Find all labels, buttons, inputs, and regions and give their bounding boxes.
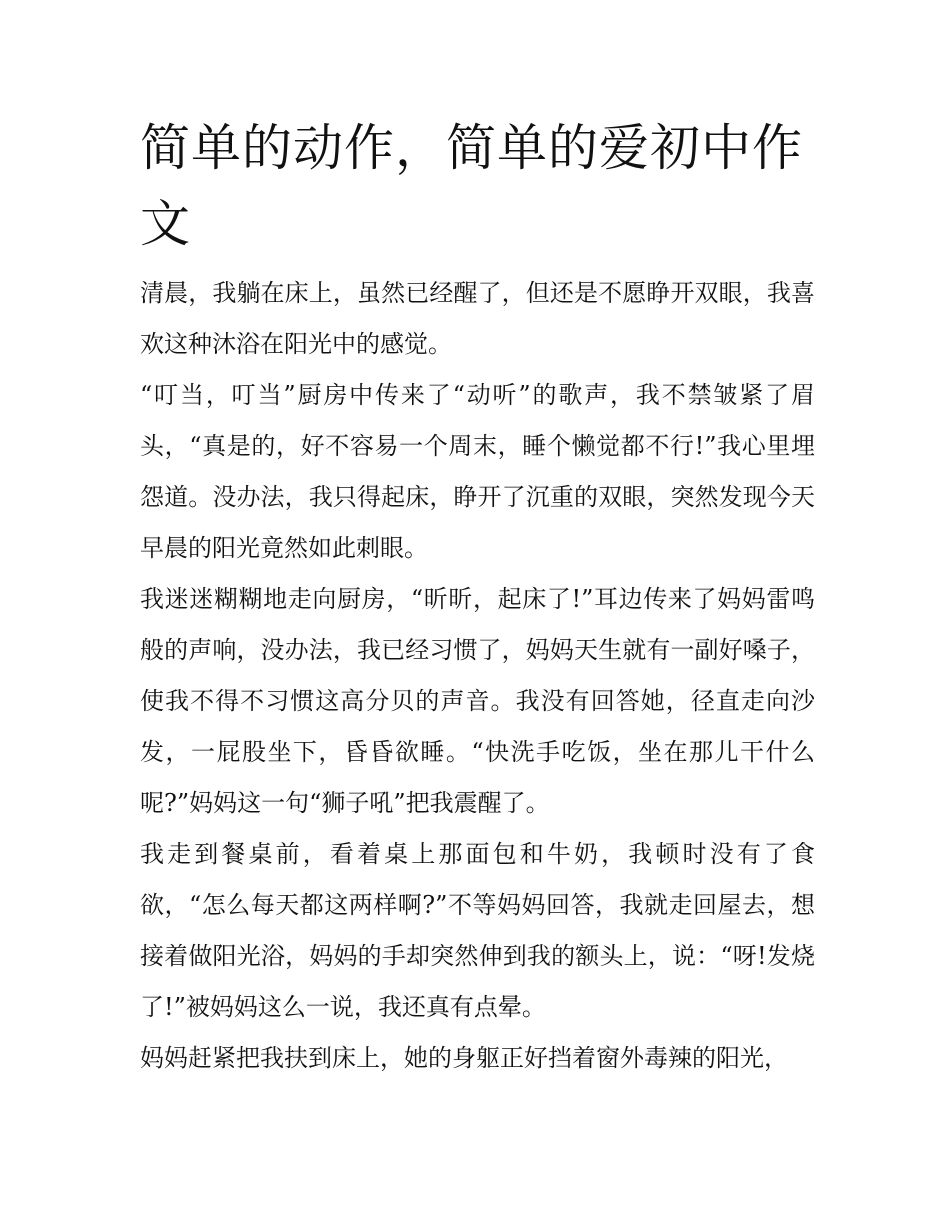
paragraph-2: “叮当，叮当”厨房中传来了“动听”的歌声，我不禁皱紧了眉头，“真是的，好不容易一个周末，睡个懒觉都不行!”我心里埋怨道。没办法，我只得起床，睁开了沉重的双眼，突然发现今天早晨的阳光竟然如此刺眼。 [140,381,815,562]
paragraph-1: 清晨，我躺在床上，虽然已经醒了，但还是不愿睁开双眼，我喜欢这种沐浴在阳光中的感觉。 [140,279,815,358]
paragraph-5: 妈妈赶紧把我扶到床上，她的身躯正好挡着窗外毒辣的阳光， [140,1044,788,1072]
document-title: 简单的动作，简单的爱初中作文 [140,119,803,253]
document-body [140,110,815,1084]
paragraph-3: 我迷迷糊糊地走向厨房，“昕昕，起床了!”耳边传来了妈妈雷鸣般的声响，没办法，我已经习惯了，妈妈天生就有一副好嗓子，使我不得不习惯这高分贝的声音。我没有回答她，径直走向沙发，一屁股坐下，昏昏欲睡。“快洗手吃饭，坐在那儿干什么呢?”妈妈这一句“狮子吼”把我震醒了。 [140,585,815,817]
paragraph-4: 我走到餐桌前，看着桌上那面包和牛奶，我顿时没有了食欲，“怎么每天都这两样啊?”不等妈妈回答，我就走回屋去，想接着做阳光浴，妈妈的手却突然伸到我的额头上，说：“呀!发烧了!”被妈妈这么一说，我还真有点晕。 [140,840,815,1021]
